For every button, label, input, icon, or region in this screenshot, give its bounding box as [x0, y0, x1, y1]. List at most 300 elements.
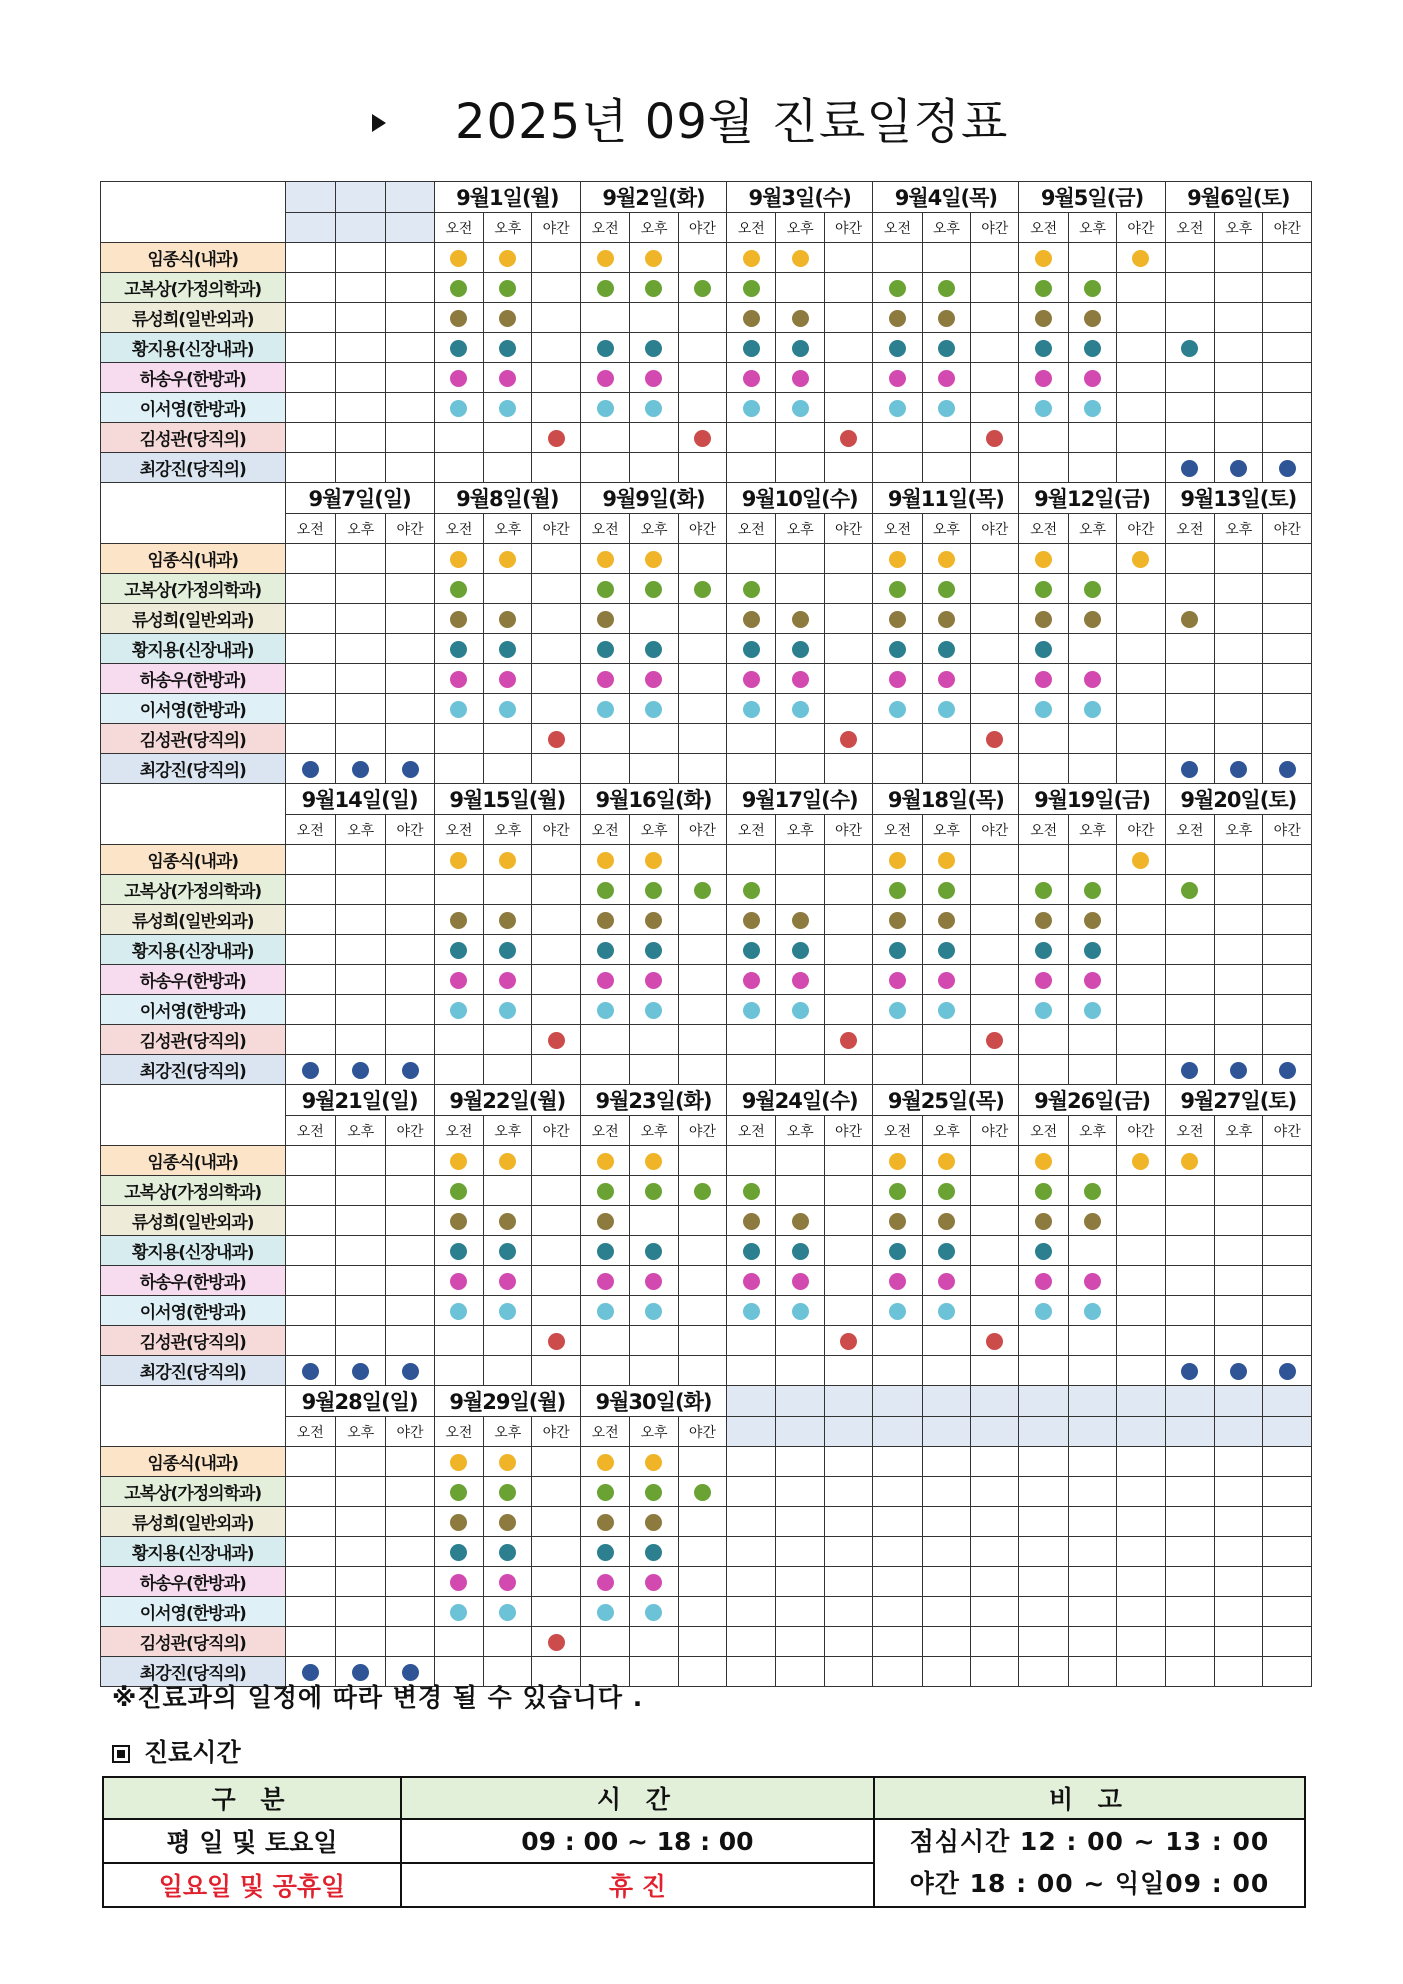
on-duty-dot-icon: [450, 1153, 467, 1170]
schedule-cell: [727, 664, 776, 694]
schedule-cell: [335, 935, 385, 965]
on-duty-dot-icon: [743, 250, 760, 267]
on-duty-dot-icon: [352, 1363, 369, 1380]
day-header: 9월12일(금): [1019, 483, 1165, 514]
on-duty-dot-icon: [889, 1213, 906, 1230]
doctor-row: [101, 664, 1312, 694]
schedule-cell: [434, 273, 483, 303]
on-duty-dot-icon: [499, 701, 516, 718]
period-header: 오후: [1215, 815, 1263, 845]
on-duty-dot-icon: [499, 1514, 516, 1531]
schedule-cell: [1068, 1236, 1116, 1266]
period-header: 야간: [1263, 815, 1312, 845]
on-duty-dot-icon: [1084, 1002, 1101, 1019]
schedule-cell: [386, 303, 434, 333]
schedule-cell: [580, 243, 629, 273]
on-duty-dot-icon: [1132, 250, 1149, 267]
schedule-cell: [824, 1537, 872, 1567]
schedule-cell: [873, 303, 922, 333]
on-duty-dot-icon: [499, 1544, 516, 1561]
schedule-cell: [1263, 453, 1312, 483]
schedule-cell: [776, 664, 824, 694]
on-duty-dot-icon: [499, 1604, 516, 1621]
schedule-cell: [1165, 1025, 1214, 1055]
schedule-cell: [1117, 845, 1165, 875]
schedule-cell: [434, 243, 483, 273]
period-header: 오후: [335, 1417, 385, 1447]
schedule-cell: [484, 363, 532, 393]
schedule-cell: [434, 1477, 483, 1507]
on-duty-dot-icon: [597, 1002, 614, 1019]
schedule-cell: [630, 1356, 678, 1386]
schedule-cell: [386, 1146, 434, 1176]
schedule-cell: [285, 333, 335, 363]
hours-header-time: 시 간: [401, 1777, 874, 1819]
period-header: 야간: [1117, 514, 1165, 544]
on-duty-dot-icon: [645, 400, 662, 417]
schedule-cell: [824, 453, 872, 483]
schedule-cell: [873, 243, 922, 273]
on-duty-dot-icon: [743, 912, 760, 929]
on-duty-dot-icon: [938, 1183, 955, 1200]
schedule-cell: [776, 724, 824, 754]
schedule-cell: [630, 273, 678, 303]
schedule-cell: [776, 604, 824, 634]
period-header: 야간: [532, 1417, 580, 1447]
on-duty-dot-icon: [694, 1183, 711, 1200]
schedule-cell: [532, 243, 580, 273]
on-duty-dot-icon: [1035, 611, 1052, 628]
schedule-cell: [630, 1507, 678, 1537]
schedule-cell: [285, 1266, 335, 1296]
schedule-cell: [1019, 1055, 1068, 1085]
schedule-cell: [678, 1146, 726, 1176]
schedule-cell: [776, 1507, 824, 1537]
schedule-cell: [922, 845, 970, 875]
schedule-cell: [580, 1627, 629, 1657]
schedule-cell: [580, 453, 629, 483]
doctor-row: [101, 1447, 1312, 1477]
period-header: 오전: [873, 213, 922, 243]
on-duty-dot-icon: [597, 1153, 614, 1170]
schedule-cell: [971, 1477, 1019, 1507]
day-header: 9월3일(수): [727, 182, 873, 213]
period-header: 오전: [727, 1116, 776, 1146]
on-duty-dot-icon: [402, 761, 419, 778]
period-header: 오후: [1068, 1116, 1116, 1146]
schedule-cell: [1117, 1206, 1165, 1236]
doctor-row: [101, 393, 1312, 423]
on-duty-dot-icon: [1084, 370, 1101, 387]
period-header: 야간: [971, 514, 1019, 544]
period-header: 오전: [285, 514, 335, 544]
on-duty-dot-icon: [548, 430, 565, 447]
on-duty-dot-icon: [938, 370, 955, 387]
week-corner-cell: [101, 784, 286, 845]
on-duty-dot-icon: [1132, 852, 1149, 869]
on-duty-dot-icon: [1181, 882, 1198, 899]
schedule-cell: [727, 544, 776, 574]
day-header: 9월25일(목): [873, 1085, 1019, 1116]
schedule-cell: [630, 1176, 678, 1206]
period-header: 오전: [1019, 1116, 1068, 1146]
on-duty-dot-icon: [743, 581, 760, 598]
schedule-cell: [824, 273, 872, 303]
schedule-cell: [776, 935, 824, 965]
schedule-cell: [1019, 965, 1068, 995]
schedule-cell: [335, 875, 385, 905]
schedule-cell: [580, 1356, 629, 1386]
schedule-cell: [1019, 1477, 1068, 1507]
doctor-row: [101, 604, 1312, 634]
schedule-cell: [678, 1356, 726, 1386]
schedule-cell: [873, 1627, 922, 1657]
schedule-cell: [386, 1176, 434, 1206]
schedule-cell: [824, 363, 872, 393]
doctor-name: 류성희(일반외과): [101, 1507, 286, 1537]
schedule-cell: [1117, 1657, 1165, 1687]
on-duty-dot-icon: [889, 972, 906, 989]
schedule-cell: [1215, 1447, 1263, 1477]
schedule-cell: [335, 243, 385, 273]
schedule-cell: [630, 1567, 678, 1597]
schedule-cell: [580, 1236, 629, 1266]
schedule-cell: [1165, 544, 1214, 574]
schedule-cell: [1215, 1627, 1263, 1657]
schedule-cell: [776, 544, 824, 574]
schedule-cell: [1215, 1146, 1263, 1176]
schedule-cell: [335, 1266, 385, 1296]
schedule-cell: [1165, 694, 1214, 724]
on-duty-dot-icon: [645, 581, 662, 598]
on-duty-dot-icon: [597, 340, 614, 357]
schedule-cell: [285, 423, 335, 453]
on-duty-dot-icon: [743, 1002, 760, 1019]
on-duty-dot-icon: [792, 370, 809, 387]
schedule-cell: [922, 544, 970, 574]
doctor-name: 임종식(내과): [101, 845, 286, 875]
schedule-cell: [580, 995, 629, 1025]
schedule-cell: [873, 1055, 922, 1085]
on-duty-dot-icon: [597, 280, 614, 297]
schedule-cell: [386, 1477, 434, 1507]
schedule-cell: [1215, 634, 1263, 664]
on-duty-dot-icon: [743, 1243, 760, 1260]
schedule-cell: [873, 1657, 922, 1687]
schedule-cell: [1263, 694, 1312, 724]
schedule-cell: [1263, 1206, 1312, 1236]
doctor-row: [101, 1025, 1312, 1055]
schedule-cell: [434, 363, 483, 393]
on-duty-dot-icon: [450, 400, 467, 417]
schedule-cell: [434, 1206, 483, 1236]
schedule-cell: [1215, 544, 1263, 574]
on-duty-dot-icon: [450, 370, 467, 387]
schedule-cell: [484, 664, 532, 694]
schedule-cell: [873, 1236, 922, 1266]
schedule-cell: [971, 574, 1019, 604]
schedule-cell: [386, 333, 434, 363]
schedule-cell: [776, 1206, 824, 1236]
on-duty-dot-icon: [1084, 1213, 1101, 1230]
doctor-name: 김성관(당직의): [101, 724, 286, 754]
schedule-cell: [580, 664, 629, 694]
schedule-cell: [1263, 1537, 1312, 1567]
on-duty-dot-icon: [645, 1574, 662, 1591]
empty-period-header: [971, 1417, 1019, 1447]
schedule-cell: [484, 1176, 532, 1206]
schedule-cell: [580, 845, 629, 875]
on-duty-dot-icon: [1181, 1363, 1198, 1380]
on-duty-dot-icon: [645, 1002, 662, 1019]
schedule-cell: [1117, 243, 1165, 273]
hours-time-holiday: 휴 진: [401, 1863, 874, 1907]
on-duty-dot-icon: [889, 1243, 906, 1260]
schedule-cell: [824, 1206, 872, 1236]
schedule-cell: [1263, 905, 1312, 935]
schedule-cell: [1019, 273, 1068, 303]
doctor-row: [101, 303, 1312, 333]
period-header: 오후: [776, 514, 824, 544]
schedule-cell: [335, 393, 385, 423]
schedule-cell: [1215, 1356, 1263, 1386]
day-header: 9월18일(목): [873, 784, 1019, 815]
on-duty-dot-icon: [645, 551, 662, 568]
schedule-cell: [532, 1567, 580, 1597]
schedule-cell: [873, 935, 922, 965]
schedule-cell: [922, 965, 970, 995]
schedule-cell: [1215, 1657, 1263, 1687]
schedule-cell: [335, 664, 385, 694]
schedule-cell: [580, 303, 629, 333]
schedule-cell: [1263, 393, 1312, 423]
schedule-cell: [971, 243, 1019, 273]
doctor-row: [101, 754, 1312, 784]
schedule-cell: [1215, 243, 1263, 273]
schedule-cell: [776, 1146, 824, 1176]
schedule-cell: [1019, 875, 1068, 905]
schedule-cell: [922, 1296, 970, 1326]
schedule-cell: [285, 1055, 335, 1085]
schedule-cell: [434, 995, 483, 1025]
schedule-cell: [1019, 1356, 1068, 1386]
schedule-cell: [386, 1236, 434, 1266]
schedule-cell: [971, 634, 1019, 664]
schedule-cell: [1215, 1296, 1263, 1326]
doctor-name: 김성관(당직의): [101, 1627, 286, 1657]
schedule-cell: [386, 423, 434, 453]
schedule-cell: [776, 393, 824, 423]
doctor-name: 하송우(한방과): [101, 1567, 286, 1597]
schedule-cell: [1068, 363, 1116, 393]
schedule-cell: [1215, 1055, 1263, 1085]
schedule-cell: [873, 1326, 922, 1356]
schedule-cell: [1117, 363, 1165, 393]
schedule-cell: [1068, 1176, 1116, 1206]
schedule-cell: [922, 1477, 970, 1507]
doctor-row: [101, 1176, 1312, 1206]
doctor-name: 이서영(한방과): [101, 694, 286, 724]
on-duty-dot-icon: [694, 1484, 711, 1501]
schedule-cell: [1215, 1266, 1263, 1296]
period-header: 야간: [971, 1116, 1019, 1146]
schedule-cell: [335, 694, 385, 724]
schedule-cell: [335, 1447, 385, 1477]
empty-period-header: [1165, 1417, 1214, 1447]
schedule-cell: [1068, 273, 1116, 303]
on-duty-dot-icon: [889, 1183, 906, 1200]
schedule-cell: [873, 1296, 922, 1326]
schedule-cell: [1068, 1537, 1116, 1567]
on-duty-dot-icon: [499, 1153, 516, 1170]
doctor-row: [101, 1597, 1312, 1627]
on-duty-dot-icon: [792, 701, 809, 718]
schedule-cell: [971, 724, 1019, 754]
schedule-cell: [1165, 754, 1214, 784]
schedule-cell: [922, 453, 970, 483]
schedule-cell: [532, 333, 580, 363]
on-duty-dot-icon: [938, 1273, 955, 1290]
schedule-cell: [484, 544, 532, 574]
hours-remark-cell: [874, 1819, 1305, 1907]
on-duty-dot-icon: [1084, 912, 1101, 929]
schedule-cell: [386, 1597, 434, 1627]
on-duty-dot-icon: [645, 912, 662, 929]
empty-day-header: [824, 1386, 872, 1417]
schedule-cell: [434, 935, 483, 965]
doctor-name: 고복상(가정의학과): [101, 875, 286, 905]
on-duty-dot-icon: [597, 581, 614, 598]
period-header: 오전: [285, 815, 335, 845]
on-duty-dot-icon: [597, 1273, 614, 1290]
schedule-cell: [335, 1326, 385, 1356]
schedule-cell: [1068, 453, 1116, 483]
on-duty-dot-icon: [792, 912, 809, 929]
schedule-cell: [285, 1236, 335, 1266]
schedule-cell: [873, 1206, 922, 1236]
schedule-cell: [335, 1507, 385, 1537]
schedule-cell: [1117, 1477, 1165, 1507]
schedule-cell: [1215, 875, 1263, 905]
schedule-cell: [532, 1597, 580, 1627]
doctor-row: [101, 1236, 1312, 1266]
period-header: 야간: [386, 1417, 434, 1447]
on-duty-dot-icon: [889, 310, 906, 327]
schedule-cell: [630, 333, 678, 363]
schedule-cell: [1165, 1055, 1214, 1085]
schedule-cell: [434, 1567, 483, 1597]
schedule-cell: [1215, 303, 1263, 333]
schedule-cell: [532, 303, 580, 333]
schedule-cell: [1117, 544, 1165, 574]
schedule-cell: [678, 664, 726, 694]
on-duty-dot-icon: [938, 1153, 955, 1170]
doctor-row: [101, 694, 1312, 724]
schedule-cell: [386, 1447, 434, 1477]
doctor-row: [101, 1326, 1312, 1356]
on-duty-dot-icon: [792, 310, 809, 327]
schedule-cell: [484, 453, 532, 483]
schedule-cell: [434, 965, 483, 995]
schedule-cell: [630, 1326, 678, 1356]
day-header: 9월6일(토): [1165, 182, 1311, 213]
hours-category-weekday: 평 일 및 토요일: [103, 1819, 401, 1863]
on-duty-dot-icon: [450, 581, 467, 598]
schedule-cell: [1068, 845, 1116, 875]
schedule-cell: [484, 694, 532, 724]
schedule-cell: [776, 453, 824, 483]
schedule-cell: [922, 1176, 970, 1206]
doctor-name: 하송우(한방과): [101, 965, 286, 995]
doctor-name: 하송우(한방과): [101, 1266, 286, 1296]
schedule-cell: [1117, 1055, 1165, 1085]
doctor-name: 임종식(내과): [101, 544, 286, 574]
schedule-cell: [580, 1477, 629, 1507]
schedule-cell: [922, 1206, 970, 1236]
schedule-cell: [580, 634, 629, 664]
on-duty-dot-icon: [1084, 1183, 1101, 1200]
schedule-cell: [1068, 1657, 1116, 1687]
period-header: 오전: [434, 815, 483, 845]
schedule-cell: [335, 995, 385, 1025]
schedule-cell: [1215, 845, 1263, 875]
on-duty-dot-icon: [840, 1032, 857, 1049]
schedule-cell: [678, 574, 726, 604]
on-duty-dot-icon: [1035, 1183, 1052, 1200]
schedule-cell: [824, 303, 872, 333]
schedule-cell: [922, 664, 970, 694]
schedule-cell: [727, 694, 776, 724]
schedule-cell: [1019, 1537, 1068, 1567]
schedule-cell: [630, 544, 678, 574]
schedule-cell: [873, 1356, 922, 1386]
period-header: 오전: [285, 1417, 335, 1447]
day-header: 9월19일(금): [1019, 784, 1165, 815]
period-header: 오전: [1165, 213, 1214, 243]
schedule-cell: [1263, 1296, 1312, 1326]
schedule-cell: [335, 574, 385, 604]
on-duty-dot-icon: [597, 641, 614, 658]
on-duty-dot-icon: [1035, 1153, 1052, 1170]
schedule-cell: [1068, 664, 1116, 694]
on-duty-dot-icon: [938, 912, 955, 929]
schedule-cell: [386, 1296, 434, 1326]
on-duty-dot-icon: [450, 671, 467, 688]
on-duty-dot-icon: [499, 611, 516, 628]
on-duty-dot-icon: [645, 942, 662, 959]
schedule-cell: [1117, 1447, 1165, 1477]
schedule-cell: [824, 393, 872, 423]
schedule-cell: [484, 393, 532, 423]
schedule-cell: [630, 935, 678, 965]
empty-day-header: [335, 182, 385, 213]
period-header: 오후: [776, 1116, 824, 1146]
schedule-cell: [580, 1025, 629, 1055]
on-duty-dot-icon: [1035, 370, 1052, 387]
on-duty-dot-icon: [1230, 761, 1247, 778]
schedule-cell: [580, 544, 629, 574]
on-duty-dot-icon: [450, 701, 467, 718]
schedule-cell: [1165, 1477, 1214, 1507]
schedule-cell: [1263, 1657, 1312, 1687]
schedule-cell: [776, 1477, 824, 1507]
schedule-cell: [484, 1206, 532, 1236]
schedule-cell: [580, 935, 629, 965]
schedule-cell: [580, 1507, 629, 1537]
schedule-cell: [727, 1657, 776, 1687]
schedule-cell: [1263, 273, 1312, 303]
on-duty-dot-icon: [499, 852, 516, 869]
